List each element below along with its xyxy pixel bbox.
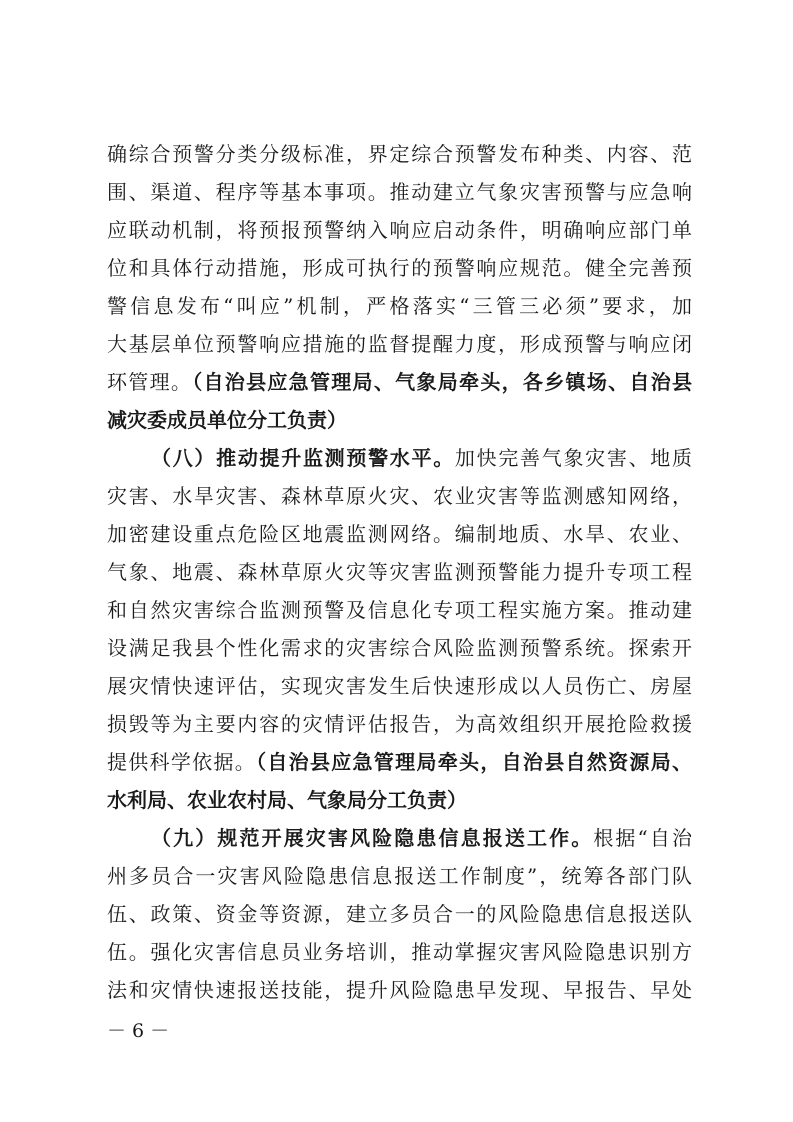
body-text: 伍、政策、资金等资源，建立多员合一的风险隐患信息报送队 (107, 902, 692, 926)
text-line (107, 970, 692, 1010)
body-text: 围、渠道、程序等基本事项。推动建立气象灾害预警与应急响 (107, 180, 692, 204)
text-line (107, 628, 692, 668)
body-text: 确综合预警分类分级标准，界定综合预警发布种类、内容、范 (107, 142, 692, 166)
responsibility-text: 水利局、农业农村局、气象局分工负责） (107, 788, 467, 812)
text-line (107, 514, 692, 554)
body-text: 大基层单位预警响应措施的监督提醒力度，形成预警与响应闭 (107, 332, 692, 356)
page-number: － 6 － (107, 1020, 170, 1042)
body-text: 应联动机制，将预报预警纳入响应启动条件，明确响应部门单 (107, 218, 692, 242)
body-text: 和自然灾害综合监测预警及信息化专项工程实施方案。推动建 (107, 598, 692, 622)
text-line (107, 704, 692, 744)
text-line (107, 248, 692, 288)
section-heading: （九）规范开展灾害风险隐患信息报送工作。 (151, 826, 594, 850)
body-text: 根据“自治 (593, 826, 692, 850)
text-line (107, 856, 692, 896)
responsibility-text: （自治县应急管理局牵头，自治县自然资源局、 (256, 750, 692, 774)
body-text: 法和灾情快速报送技能，提升风险隐患早发现、早报告、早处 (107, 978, 692, 1002)
body-text: 环管理。 (107, 370, 193, 394)
responsibility-text: 减灾委成员单位分工负责） (107, 408, 347, 432)
text-line (107, 932, 692, 972)
responsibility-text: （自治县应急管理局、气象局牵头，各乡镇场、自治县 (192, 370, 692, 394)
text-line (107, 894, 692, 934)
section-heading-line (151, 438, 692, 478)
body-text: 气象、地震、森林草原火灾等灾害监测预警能力提升专项工程 (107, 560, 692, 584)
body-text: 设满足我县个性化需求的灾害综合风险监测预警系统。探索开 (107, 636, 692, 660)
text-line (107, 552, 692, 592)
section-heading: （八）推动提升监测预警水平。 (151, 446, 455, 470)
text-line (107, 666, 692, 706)
body-text: 提供科学依据。 (107, 750, 257, 774)
body-text: 警信息发布“叫应”机制，严格落实“三管三必须”要求，加 (107, 294, 692, 318)
body-text: 加快完善气象灾害、地质 (454, 446, 692, 470)
body-text: 展灾情快速评估，实现灾害发生后快速形成以人员伤亡、房屋 (107, 674, 692, 698)
text-line (107, 324, 692, 364)
text-line (107, 286, 692, 326)
text-line (107, 476, 692, 516)
body-text: 损毁等为主要内容的灾情评估报告，为高效组织开展抢险救援 (107, 712, 692, 736)
text-line (107, 780, 692, 820)
section-heading-line (151, 818, 692, 858)
body-text: 伍。强化灾害信息员业务培训，推动掌握灾害风险隐患识别方 (107, 940, 692, 964)
text-line (107, 590, 692, 630)
text-line (107, 172, 692, 212)
text-line (107, 362, 692, 402)
body-text: 灾害、水旱灾害、森林草原火灾、农业灾害等监测感知网络， (107, 484, 692, 508)
body-text: 位和具体行动措施，形成可执行的预警响应规范。健全完善预 (107, 256, 692, 280)
text-line (107, 742, 692, 782)
text-line (107, 400, 692, 440)
text-line (107, 210, 692, 250)
text-line (107, 134, 692, 174)
body-text: 州多员合一灾害风险隐患信息报送工作制度”，统筹各部门队 (107, 864, 692, 888)
body-text: 加密建设重点危险区地震监测网络。编制地质、水旱、农业、 (107, 522, 692, 546)
